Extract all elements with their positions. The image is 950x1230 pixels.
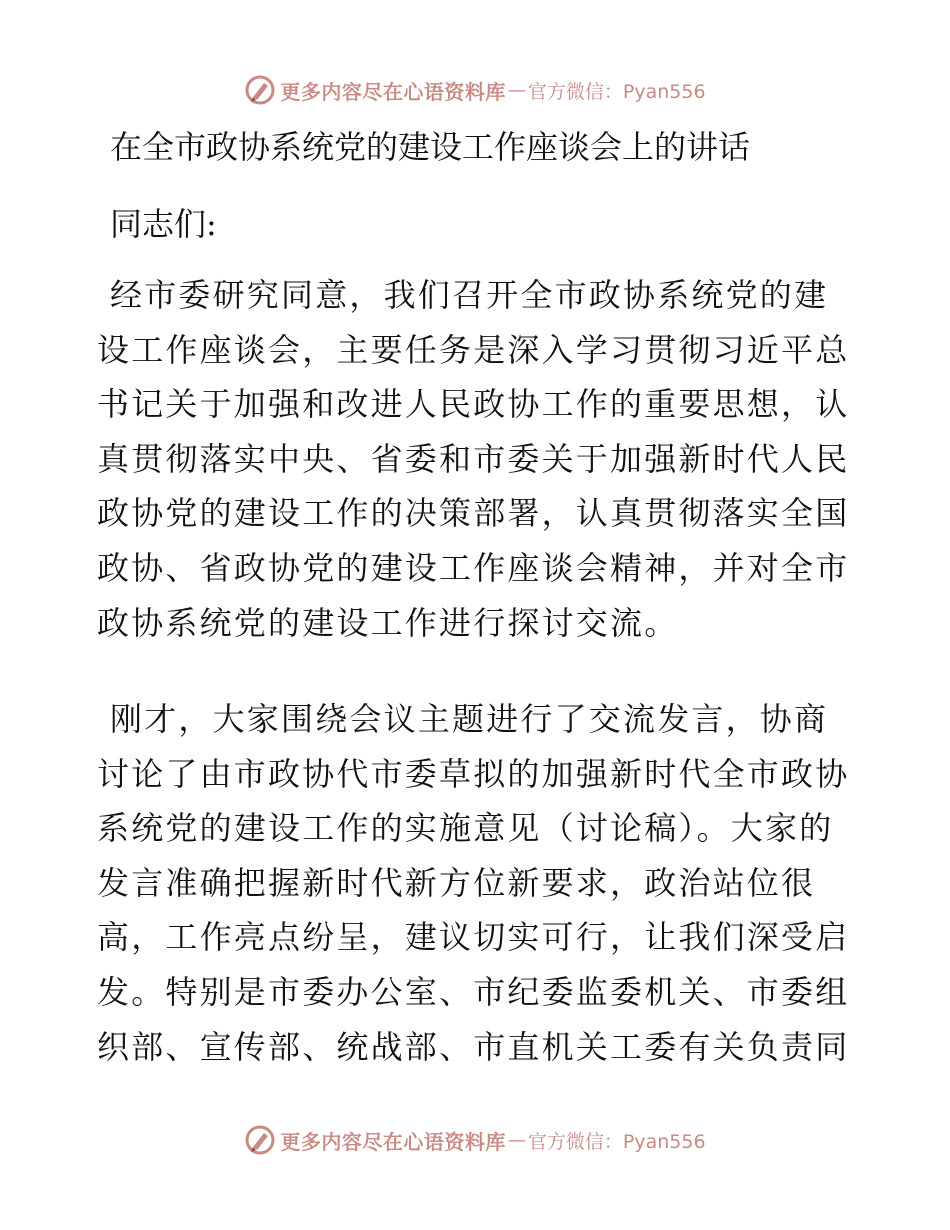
banner-separator: — [507, 1129, 526, 1151]
pen-circle-logo-icon [244, 1124, 276, 1156]
banner-text: 更多内容尽在心语资料库 [280, 1129, 506, 1154]
document-title: 在全市政协系统党的建设工作座谈会上的讲话 [110, 128, 751, 166]
banner-contact: 官方微信：Pyan556 [527, 80, 706, 103]
banner-separator: — [507, 79, 526, 101]
header-banner [0, 70, 950, 110]
paragraph-1: 经市委研究同意，我们召开全市政协系统党的建设工作座谈会，主要任务是深入学习贯彻习近平总书记关于加强和改进人民政协工作的重要思想，认真贯彻落实中央、省委和市委关于加强新时代人民政协党的建设工作的决策部署，认真贯彻落实全国政协、省政协党的建设工作座谈会精神，并对全市政协系统党的建设工作进行探讨交流。 [97, 276, 850, 642]
pen-circle-logo-icon [244, 74, 276, 106]
banner-contact: 官方微信：Pyan556 [527, 1130, 706, 1153]
salutation: 同志们: [110, 205, 217, 243]
banner-text: 更多内容尽在心语资料库 [280, 79, 506, 104]
footer-banner [0, 1120, 950, 1160]
paragraph-2: 刚才，大家围绕会议主题进行了交流发言，协商讨论了由市政协代市委草拟的加强新时代全市政协系统党的建设工作的实施意见（讨论稿）。大家的发言准确把握新时代新方位新要求，政治站位很高，工作亮点纷呈，建议切实可行，让我们深受启发。特别是市委办公室、市纪委监委机关、市委组织部、宣传部、统战部、市直机关工委有关负责同 [97, 700, 850, 1066]
